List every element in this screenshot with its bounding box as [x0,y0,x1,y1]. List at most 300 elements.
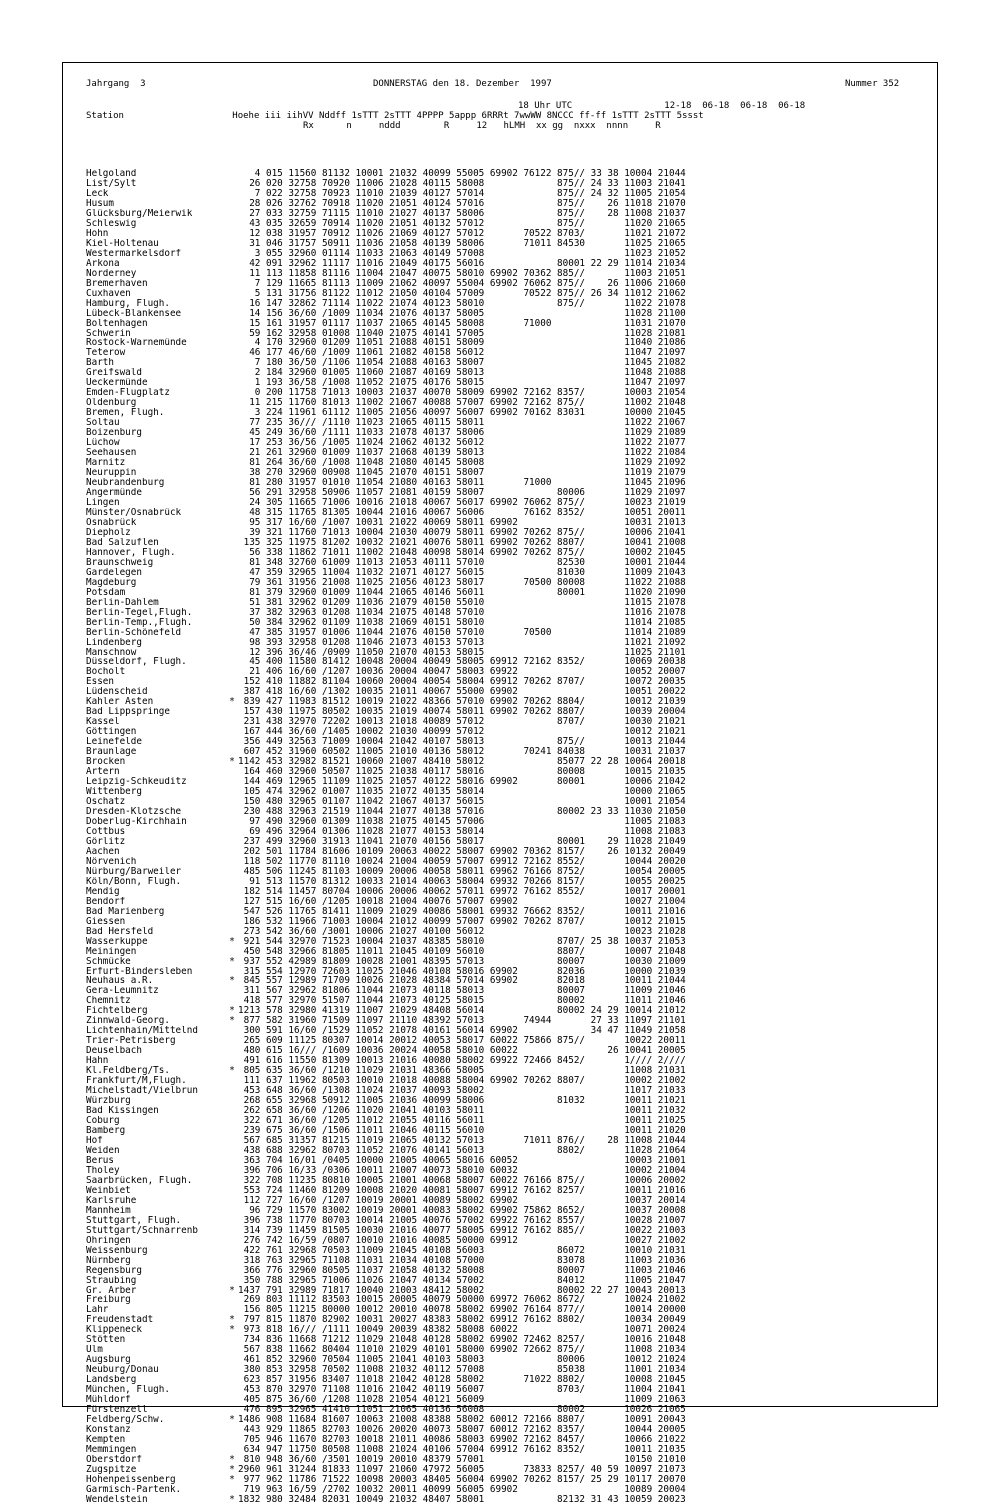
station-data: 231 438 32970 72202 10013 21018 40089 57012 8707/ 10030 21021 [238,716,686,728]
station-name: Cottbus [86,826,126,837]
station-data: 59 162 32958 01008 11040 21075 40141 57005 11028 21081 [238,327,686,339]
station-name: Köln/Bonn, Flugh. [86,876,182,887]
mountain-marker [226,1395,238,1405]
station-data: 96 729 11570 83002 10019 20001 40083 58002 69902 75862 8652/ 10037 20008 [238,1204,686,1216]
station-data: 322 671 36/60 /1205 11012 21055 40116 56011 10011 21025 [238,1115,686,1127]
mountain-marker [226,368,238,378]
station-name: Deuselbach [86,1046,142,1057]
mountain-marker [226,1206,238,1216]
station-data: 56 338 11862 71011 11002 21048 40098 58014 69902 70262 875// 10002 21045 [238,546,686,558]
station-name: Regensburg [86,1265,142,1276]
mountain-marker: * [229,1005,235,1017]
station-name: Straubing [86,1275,137,1286]
mountain-marker [226,1076,238,1086]
station-name: Trier-Petrisberg [86,1036,176,1047]
mountain-marker [226,648,238,658]
station-data: 276 742 16/59 /0807 10010 21016 40085 50000 69912 10027 21002 [238,1234,686,1246]
mountain-marker [226,189,238,199]
station-data: 921 544 32970 71523 10004 21037 48385 58010 8707/ 25 38 10037 21053 [238,935,686,947]
station-name: Bad Hersfeld [86,926,154,937]
station-name: Husum [86,198,114,209]
station-data: 48 315 11765 81305 10044 21016 40067 56006 76162 8352/ 10051 20011 [238,506,686,518]
station-data: 167 444 36/60 /1405 10002 21030 40099 57012 10012 21021 [238,726,686,738]
mountain-marker [226,1226,238,1236]
station-name: Öhringen [86,1235,131,1246]
table-row [86,638,838,648]
station-name: Zugspitze [86,1464,137,1475]
station-name: Mendig [86,886,120,897]
station-name: Münster/Osnabrück [86,507,182,518]
station-data: 135 325 11975 81202 10032 21021 40076 58011 69902 70262 8807/ 10041 21008 [238,536,686,548]
station-data: 2 184 32960 01005 11060 21087 40169 58013 11048 21088 [238,367,686,379]
mountain-marker [226,1216,238,1226]
mountain-marker [226,1086,238,1096]
station-data: 91 513 11570 81312 10033 21014 40063 58004 69932 70266 8157/ 10055 20025 [238,875,686,887]
station-data: 1437 791 32989 71817 10040 21003 48412 58002 80002 22 27 10043 20013 [238,1284,686,1296]
station-name: Artern [86,767,120,778]
station-data: 152 410 11882 81104 10060 20004 40054 58004 69912 70262 8707/ 10072 20035 [238,676,686,688]
station-data: 634 947 11750 80508 11008 21024 40106 57004 69912 76162 8352/ 10011 21035 [238,1444,686,1455]
mountain-marker [226,727,238,737]
station-data: 81 264 36/60 /1008 11048 21080 40145 58008 11029 21092 [238,457,686,469]
mountain-marker [226,299,238,309]
mountain-marker [226,657,238,667]
station-data: 567 838 11662 80404 11010 21029 40101 58000 69902 72662 875// 11008 21034 [238,1344,686,1356]
station-name: Schmücke [86,956,131,967]
station-data: 45 249 36/60 /1111 11033 21078 40137 58006 11029 21089 [238,427,686,439]
station-name: Hahn [86,1056,109,1067]
table-row [86,1276,838,1286]
station-name: Wendelstein [86,1494,148,1505]
station-name: Ulm [86,1345,103,1356]
station-name: Augsburg [86,1355,131,1366]
station-name: Norderney [86,268,137,279]
mountain-marker [226,1026,238,1036]
station-data: 567 685 31357 81215 11019 21065 40132 57013 71011 876// 28 11008 21044 [238,1134,686,1146]
station-name: Nürnberg [86,1255,131,1266]
station-name: Gardelegen [86,567,142,578]
station-data: 1142 453 32982 81521 10060 21007 48410 58012 85077 22 28 10064 20018 [238,756,686,768]
station-name: Lüchow [86,438,120,449]
station-name: Kassel [86,717,120,728]
station-data: 1832 980 32484 82031 10049 21032 48407 58001 82132 31 43 10059 20023 [238,1493,686,1505]
station-name: Rostock-Warnemünde [86,338,187,349]
mountain-marker [226,1335,238,1345]
station-data: 1486 908 11684 81607 10063 21008 48388 58002 60012 72166 8807/ 10091 20043 [238,1414,686,1426]
station-data: 300 591 16/60 /1529 11052 21078 40161 56014 69902 34 47 11049 21058 [238,1025,686,1037]
station-name: Hamburg, Flugh. [86,298,170,309]
mountain-marker [226,418,238,428]
station-name: Bad Salzuflen [86,537,159,548]
station-data: 47 385 31957 01006 11044 21076 40150 57010 70500 11014 21089 [238,626,686,638]
mountain-marker [226,1375,238,1385]
station-name: Coburg [86,1116,120,1126]
station-data: 112 727 16/60 /1207 10019 20001 40089 58002 69902 10037 20014 [238,1194,686,1206]
mountain-marker [226,348,238,358]
station-data: 719 963 16/59 /2702 10032 20011 40099 56005 69902 10089 20004 [238,1483,686,1495]
station-data: 2960 961 31244 81833 11097 21060 47972 56005 73833 8257/ 40 59 10097 21073 [238,1463,686,1475]
table-row [86,1455,838,1465]
station-name: Oschatz [86,797,126,807]
station-name: Michelstadt/Vielbrun [86,1086,198,1097]
station-name: Bremerhaven [86,278,148,289]
mountain-marker [226,498,238,508]
station-name: Kempten [86,1435,126,1445]
mountain-marker [226,398,238,408]
station-data: 202 501 11784 81606 10109 20063 40022 58007 69902 70362 8157/ 26 10132 20049 [238,845,686,857]
station-data: 37 382 32963 01208 11034 21075 40148 57010 11016 21078 [238,606,686,618]
station-name: Boizenburg [86,428,142,439]
station-name: Mannheim [86,1205,131,1216]
station-name: Erfurt-Bindersleben [86,966,193,977]
station-name: Angermünde [86,488,142,498]
mountain-marker: * [229,1453,235,1465]
station-name: Zinnwald-Georg. [86,1016,170,1027]
station-name: Weiden [86,1145,120,1156]
station-name: Schwerin [86,328,131,339]
station-name: Manschnow [86,647,137,658]
station-data: 81 379 32960 01009 11044 21065 40146 56011 80001 11020 21090 [238,586,686,598]
station-name: Westermarkelsdorf [86,248,182,259]
mountain-marker [226,667,238,677]
station-data: 47 359 32965 11004 11032 21071 40127 56015 81030 11009 21043 [238,566,686,578]
issue-number: Nummer 352 [845,79,900,89]
mountain-marker [226,538,238,548]
station-data: 186 532 11966 71003 10004 21012 40099 57007 69902 70262 8707/ 10012 21015 [238,915,686,927]
mountain-marker [226,717,238,727]
station-name: Lingen [86,497,120,508]
station-name: Stuttgart, Flugh. [86,1215,182,1226]
mountain-marker [226,1186,238,1196]
station-data: 845 557 12989 71709 10026 21028 48384 57014 69902 82018 10011 21044 [238,975,686,987]
mountain-marker: * [229,696,235,708]
mountain-marker [226,1146,238,1156]
station-name: Hohenpeissenberg [86,1474,176,1485]
station-name: Dresden-Klotzsche [86,807,182,817]
station-data: 81 280 31957 01010 11054 21080 40163 58011 71000 11045 21096 [238,477,686,489]
station-data: 315 554 12970 72603 11025 21046 40108 58016 69902 82036 10000 21039 [238,965,686,977]
station-data: 350 788 32965 71006 11026 21047 40134 57002 84012 11005 21047 [238,1274,686,1286]
station-name: Arkona [86,258,120,269]
station-data: 50 384 32962 01109 11038 21069 40151 58010 11014 21085 [238,616,686,628]
station-name: Stötten [86,1335,126,1346]
station-name: Braunschweig [86,557,154,568]
mountain-marker [226,279,238,289]
mountain-marker [226,827,238,837]
station-data: 366 776 32960 80505 11037 21058 40132 58008 80007 11003 21046 [238,1264,686,1276]
column-header-line1: 18 Uhr UTC 12-18 06-18 06-18 06-18 [518,101,806,111]
station-name: Kiel-Holtenau [86,238,159,249]
station-name: Potsdam [86,587,126,598]
station-data: 7 022 32758 70923 11010 21039 40127 57014 875// 24 32 11005 21054 [238,187,686,199]
mountain-marker [226,887,238,897]
station-data: 734 836 11668 71212 11029 21048 40128 58002 69902 72462 8257/ 10016 21048 [238,1334,686,1346]
station-name: Neuruppin [86,468,137,479]
station-data: 27 033 32759 71115 11010 21027 40137 58006 875// 28 11008 21037 [238,207,686,219]
mountain-marker [226,319,238,329]
mountain-marker [226,488,238,498]
mountain-marker [226,1295,238,1305]
station-data: 977 962 11786 71522 10098 20003 48405 56004 69902 70262 8157/ 25 29 10117 20070 [238,1473,686,1485]
station-name: Weinbiet [86,1185,131,1196]
station-name: München, Flugh. [86,1385,170,1396]
station-name: Berus [86,1155,114,1166]
mountain-marker [226,1196,238,1206]
station-name: Wasserkuppe [86,936,148,947]
station-name: Bad Lippspringe [86,707,170,718]
station-name: Weissenburg [86,1245,148,1256]
station-name: Schleswig [86,218,137,229]
station-name: Braunlage [86,747,137,758]
station-name: Wittenberg [86,787,142,798]
mountain-marker [226,518,238,528]
station-name: Neuburg/Donau [86,1365,159,1376]
station-name: Freiburg [86,1295,131,1306]
station-data: 69 496 32964 01306 11028 21077 40153 58014 11008 21083 [238,825,686,837]
station-data: 705 946 11670 82703 10018 21011 40086 58003 69902 72162 8457/ 10066 21022 [238,1434,686,1446]
mountain-marker [226,199,238,209]
station-data: 157 430 11975 80502 10035 21019 40074 58011 69902 70262 8807/ 10039 20004 [238,706,686,718]
station-name: Fichtelberg [86,1006,148,1017]
station-name: Leck [86,188,109,199]
station-data: 17 253 36/56 /1005 11024 21062 40132 56012 11022 21077 [238,437,686,449]
station-data: 476 895 32965 41410 11051 21065 40136 56008 80002 10026 21065 [238,1404,686,1416]
station-name: Mühldorf [86,1395,131,1406]
station-name: Berlin-Dahlem [86,597,159,608]
station-name: Karlsruhe [86,1195,137,1206]
station-data: 51 381 32962 01209 11036 21079 40150 55010 11015 21078 [238,596,686,608]
date-title: DONNERSTAG den 18. Dezember 1997 [373,79,552,89]
mountain-marker [226,388,238,398]
station-data: 839 427 11983 81512 10019 21022 48366 57010 69902 70262 8804/ 10012 21039 [238,696,686,708]
station-data: 422 761 32968 70503 11009 21045 40108 56003 86072 10010 21031 [238,1244,686,1256]
station-data: 127 515 16/60 /1205 10018 21004 40076 57007 69902 10027 21004 [238,895,686,907]
station-data: 156 805 11215 80000 10012 20010 40078 58002 69902 76164 877// 10014 20000 [238,1304,686,1316]
mountain-marker [226,847,238,857]
station-name: Saarbrücken, Flugh. [86,1175,193,1186]
station-data: 79 361 31956 21008 11025 21056 40123 58017 70500 80008 11022 21088 [238,576,686,588]
station-data: 973 818 16/// /1111 10049 20039 48382 58008 60022 10071 20024 [238,1324,686,1336]
mountain-marker [226,837,238,847]
station-data: 322 708 11235 80810 10005 21001 40068 58007 60022 76166 875// 10006 20002 [238,1174,686,1186]
station-name: Hohn [86,228,109,239]
station-data: 21 261 32960 01009 11037 21068 40139 58013 11022 21084 [238,447,686,459]
station-data: 7 180 36/50 /1106 11054 21088 40163 58007 11045 21082 [238,357,686,369]
mountain-marker [226,1136,238,1146]
station-name: Barth [86,358,114,369]
mountain-marker [226,508,238,518]
station-name: Bendorf [86,896,126,907]
station-name: Nürburg/Barweiler [86,866,182,877]
station-name: Lichtenhain/Mittelnd [86,1026,198,1037]
mountain-marker [226,628,238,638]
station-name: Würzburg [86,1096,131,1107]
mountain-marker [226,588,238,598]
station-name: Bad Marienberg [86,906,165,917]
mountain-marker [226,1036,238,1046]
station-name: Neubrandenburg [86,478,165,488]
mountain-marker [226,618,238,628]
station-name: Aachen [86,846,120,857]
table-row [86,1475,838,1485]
mountain-marker [226,1385,238,1395]
station-name: Hof [86,1135,103,1146]
station-name: Berlin-Tegel,Flugh. [86,607,193,618]
station-data: 805 635 36/60 /1210 11029 21031 48366 58005 11008 21031 [238,1065,686,1077]
station-name: Bremen, Flugh. [86,408,165,419]
station-name: Boltenhagen [86,318,148,329]
mountain-marker: * [229,975,235,987]
station-name: Stuttgart/Schnarrenb [86,1225,198,1236]
mountain-marker [226,1156,238,1166]
mountain-marker [226,528,238,538]
station-name: Lindenberg [86,637,142,648]
mountain-marker: * [229,1284,235,1296]
mountain-marker: * [229,1015,235,1027]
mountain-marker [226,568,238,578]
mountain-marker [226,358,238,368]
mountain-marker [226,428,238,438]
mountain-marker [226,1246,238,1256]
mountain-marker [226,1276,238,1286]
station-data: 164 460 32960 50507 11025 21038 40117 58016 80008 10015 21035 [238,766,686,778]
mountain-marker [226,329,238,339]
station-name: Magdeburg [86,577,137,588]
mountain-marker [226,598,238,608]
table-row [86,957,838,967]
mountain-marker [226,458,238,468]
station-data: 105 474 32962 01007 11035 21072 40135 58014 10000 21065 [238,786,686,798]
station-name: Bad Kissingen [86,1106,159,1117]
station-data: 461 852 32960 70504 11005 21041 40103 58003 80006 10012 21024 [238,1354,686,1366]
station-data: 363 704 16/01 /0405 10000 21005 40065 58016 60052 10003 21001 [238,1154,686,1166]
station-data: 118 502 11770 81110 10024 21004 40059 57007 69912 72162 8552/ 10044 20020 [238,855,686,867]
station-data: 396 706 16/33 /0306 10011 21007 40073 58010 60032 10002 21004 [238,1164,686,1176]
mountain-marker [226,269,238,279]
station-data: 265 609 11125 80307 10014 20012 40053 58017 60022 75866 875// 10022 20011 [238,1035,686,1047]
station-name: Lahr [86,1305,109,1316]
mountain-marker [226,249,238,259]
station-data: 45 400 11580 81412 10048 20004 40049 58005 69912 72162 8352/ 10069 20038 [238,656,686,668]
mountain-marker [226,558,238,568]
station-name: Doberlug-Kirchhain [86,816,187,827]
station-data: 42 091 32962 11117 11016 21049 40175 56016 80001 22 29 11014 21034 [238,257,686,269]
station-data: 111 637 11962 80503 10010 21018 40088 58004 69902 70262 8807/ 10002 21002 [238,1075,686,1087]
station-name: Hannover, Flugh. [86,547,176,558]
mountain-marker [226,468,238,478]
mountain-marker [226,309,238,319]
station-data: 237 499 32960 31913 11041 21070 40156 58017 80001 29 11028 21049 [238,835,686,847]
station-name: Freudenstadt [86,1315,154,1326]
station-data: 21 406 16/60 /1207 10036 20004 40047 58003 69922 10052 20007 [238,666,686,678]
mountain-marker [226,1355,238,1365]
station-data: 56 291 32958 50906 11057 21081 40159 58007 80006 11029 21097 [238,487,686,498]
mountain-marker: * [229,1314,235,1326]
station-data: 623 857 31956 83407 11018 21042 40128 58002 71022 8802/ 10008 21045 [238,1374,686,1386]
mountain-marker [226,867,238,877]
station-data: 480 615 16/// /1609 10036 20024 40058 58010 60022 26 10041 20005 [238,1045,686,1057]
station-data: 273 542 36/60 /3001 10006 21027 40100 56012 10023 21028 [238,925,686,937]
station-data: 3 224 11961 61112 11005 21056 40097 56007 69902 70162 83031 10000 21045 [238,407,686,419]
table-row [86,319,838,329]
mountain-marker [226,1116,238,1126]
station-data: 438 688 32962 80703 11052 21076 40141 56013 8802/ 11028 21064 [238,1144,686,1156]
station-name: Kl.Feldberg/Ts. [86,1066,170,1077]
station-data: 797 815 11870 82902 10031 20027 48383 58002 69912 76162 8802/ 10034 20049 [238,1314,686,1326]
station-name: Osnabrück [86,517,137,528]
mountain-marker: * [229,1065,235,1077]
mountain-marker [226,1176,238,1186]
station-name: Gr. Arber [86,1285,137,1296]
station-data: 810 948 36/60 /3501 10019 20010 48379 57001 10150 21010 [238,1453,686,1465]
station-data: 5 131 31756 81122 11012 21050 40104 57009 70522 875// 26 34 11012 21062 [238,287,686,299]
station-data: 12 038 31957 70912 11026 21069 40127 57012 70522 8703/ 11021 21072 [238,227,686,239]
station-data: 81 348 32760 61009 11013 21053 40111 57010 82530 10001 21044 [238,556,686,568]
station-data: 314 739 11459 81505 10030 21016 40077 58005 69912 76162 885// 10022 21003 [238,1224,686,1236]
mountain-marker [226,917,238,927]
mountain-marker: * [229,756,235,768]
station-table [86,169,838,1505]
station-data: 95 317 16/60 /1007 10031 21022 40069 58011 69902 10031 21013 [238,516,686,528]
mountain-marker [226,1365,238,1375]
station-name: Klippeneck [86,1325,142,1336]
mountain-marker [226,438,238,448]
station-name: Memmingen [86,1445,137,1455]
station-name: List/Sylt [86,178,137,189]
station-data: 318 763 32965 71108 11031 21034 40108 57000 83078 11003 21036 [238,1254,686,1266]
station-name: Tholey [86,1165,120,1176]
station-data: 607 452 31960 60502 11005 21010 40136 58012 70241 84038 10031 21037 [238,746,686,758]
mountain-marker [226,1445,238,1455]
station-name: Brocken [86,757,126,768]
station-name: Berlin-Temp.,Flugh. [86,617,193,628]
station-data: 387 418 16/60 /1302 10035 21011 40067 55000 69902 10051 20022 [238,686,686,698]
mountain-marker [226,179,238,189]
station-name: Lüdenscheid [86,687,148,698]
station-data: 230 488 32963 21519 11044 21077 40138 57016 80002 23 33 11030 21050 [238,806,686,817]
station-data: 31 046 31757 50911 11036 21058 40139 58006 71011 84530 11025 21065 [238,237,686,249]
station-name: Essen [86,677,114,688]
station-name: Fürstenzell [86,1405,148,1416]
mountain-marker [226,797,238,807]
mountain-marker [226,448,238,458]
station-data: 418 577 32970 51507 11044 21073 40125 58015 80002 11011 21046 [238,995,686,1007]
station-data: 443 929 11865 82703 10026 20020 40073 58007 60012 72162 8357/ 10044 20005 [238,1424,686,1436]
mountain-marker [226,1256,238,1266]
station-name: Ueckermünde [86,378,148,389]
mountain-marker [226,787,238,797]
station-name: Frankfurt/M,Flugh. [86,1076,187,1087]
station-name: Greifswald [86,368,142,379]
station-data: 268 655 32968 50912 11005 21036 40099 58006 81032 10011 21021 [238,1095,686,1107]
station-data: 182 514 11457 80704 10006 20006 40062 57011 69972 76162 8552/ 10017 20001 [238,885,686,897]
table-row [86,1465,838,1475]
mountain-marker [226,1345,238,1355]
mountain-marker [226,259,238,269]
station-data: 311 567 32962 81806 11044 21073 40118 58013 80007 11009 21046 [238,985,686,997]
mountain-marker [226,707,238,717]
mountain-marker [226,338,238,348]
station-data: 485 506 11245 81103 10009 20006 40058 58011 69962 76166 8752/ 10054 20005 [238,865,686,877]
station-data: 11 215 11760 81013 11002 21067 40088 57007 69902 72162 875// 11002 21048 [238,397,686,409]
station-data: 28 026 32762 70918 11020 21051 40124 57016 875// 26 11018 21070 [238,197,686,209]
station-data: 937 552 42989 81809 10028 21001 48395 57013 80007 10030 21009 [238,955,686,967]
station-data: 39 321 11760 71013 10004 21030 40079 58011 69902 70262 875// 10006 21041 [238,526,686,538]
station-data: 150 480 32965 01107 11042 21067 40137 56015 10001 21054 [238,796,686,808]
station-name: Bamberg [86,1126,126,1136]
station-data: 491 616 11550 81309 10013 21016 40080 58002 69922 72466 8452/ 1//// 2//// [238,1055,686,1067]
station-data: 14 156 36/60 /1009 11034 21076 40137 58005 11028 21100 [238,307,686,319]
